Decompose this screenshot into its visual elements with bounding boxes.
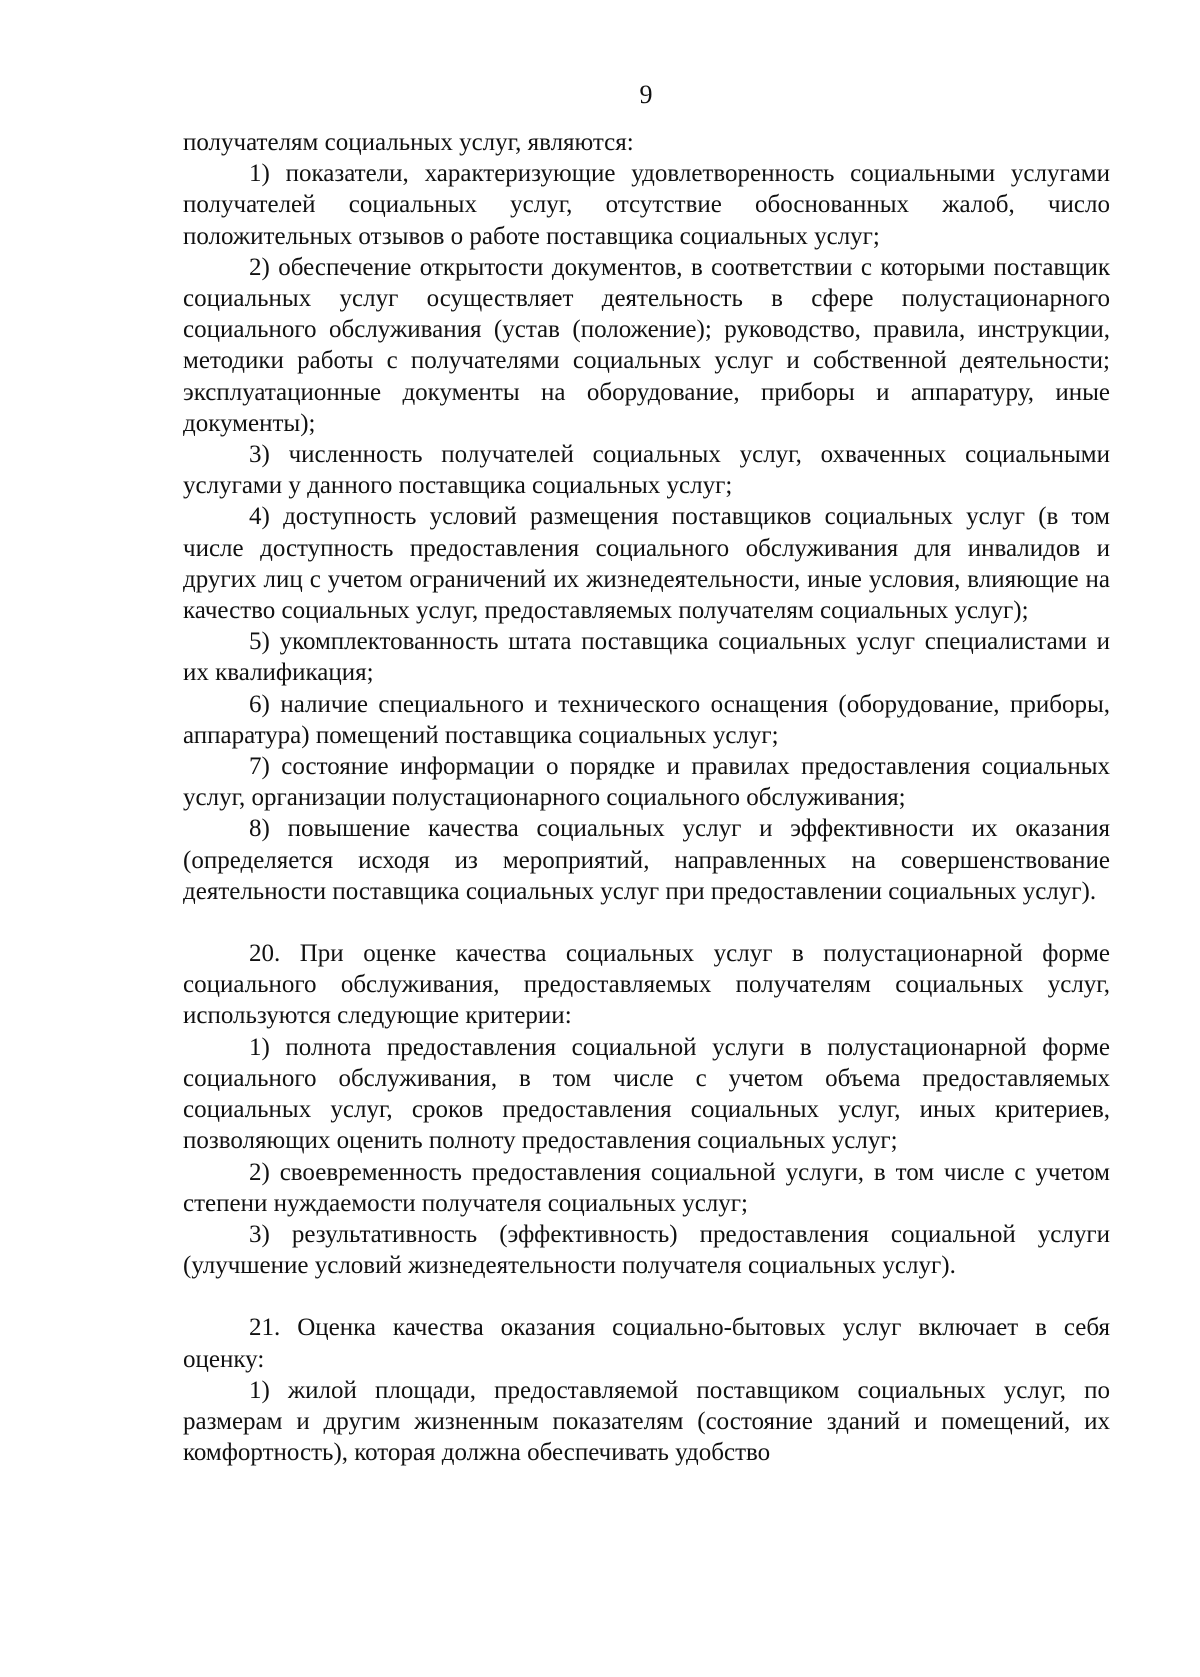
paragraph-item-6: 6) наличие специального и технического оснащения (оборудование, приборы, аппаратура) помещений поставщика социальных услуг;	[183, 690, 1110, 749]
paragraph-item-7: 7) состояние информации о порядке и правилах предоставления социальных услуг, организации полустационарного социального обслуживания;	[183, 753, 1110, 812]
paragraph-criterion-1: 1) полнота предоставления социальной услуги в полустационарной форме социального обслуживания, в том числе с учетом объема предоставляемых социальных услуг, сроков предоставления социальных услуг, иных критериев, позволяющих оценить полноту предоставления социальных услуг;	[183, 1033, 1110, 1155]
paragraph-item-4: 4) доступность условий размещения поставщиков социальных услуг (в том числе доступность предоставления социального обслуживания для инвалидов и других лиц с учетом ограничений их жизнедеятельности, иные условия, влияющие на качество социальных услуг, предоставляемых получателям социальных услуг);	[183, 503, 1110, 625]
paragraph-section-20: 20. При оценке качества социальных услуг в полустационарной форме социального обслуживания, предоставляемых получателям социальных услуг, используются следующие критерии:	[183, 940, 1110, 1030]
paragraph-section-21: 21. Оценка качества оказания социально-бытовых услуг включает в себя оценку:	[183, 1314, 1110, 1373]
page-number: 9	[639, 80, 653, 109]
paragraph-criterion-3: 3) результативность (эффективность) предоставления социальной услуги (улучшение условий жизнедеятельности получателя социальных услуг).	[183, 1220, 1110, 1280]
document-body	[183, 127, 1110, 1468]
paragraph-item-3: 3) численность получателей социальных услуг, охваченных социальными услугами у данного поставщика социальных услуг;	[183, 441, 1110, 500]
paragraph-item-1: 1) показатели, характеризующие удовлетворенность социальными услугами получателей социальных услуг, отсутствие обоснованных жалоб, число положительных отзывов о работе поставщика социальных услуг;	[183, 160, 1110, 250]
paragraph-continuation: получателям социальных услуг, являются:	[183, 129, 634, 156]
paragraph-criterion-2: 2) своевременность предоставления социальной услуги, в том числе с учетом степени нуждаемости получателя социальных услуг;	[183, 1158, 1110, 1217]
paragraph-assessment-1: 1) жилой площади, предоставляемой поставщиком социальных услуг, по размерам и другим жизненным показателям (состояние зданий и помещений, их комфортность), которая должна обеспечивать удобство	[183, 1376, 1110, 1467]
paragraph-item-8: 8) повышение качества социальных услуг и эффективности их оказания (определяется исходя из мероприятий, направленных на совершенствование деятельности поставщика социальных услуг при предоставлении социальных услуг).	[183, 815, 1110, 905]
paragraph-item-2: 2) обеспечение открытости документов, в соответствии с которыми поставщик социальных услуг осуществляет деятельность в сфере полустационарного социального обслуживания (устав (положение); руководство, правила, инструкции, методики работы с получателями социальных услуг и собственной деятельности; эксплуатационные документы на оборудование, приборы и аппаратуру, иные документы);	[183, 253, 1110, 437]
paragraph-item-5: 5) укомплектованность штата поставщика социальных услуг специалистами и их квалификация;	[183, 628, 1110, 687]
